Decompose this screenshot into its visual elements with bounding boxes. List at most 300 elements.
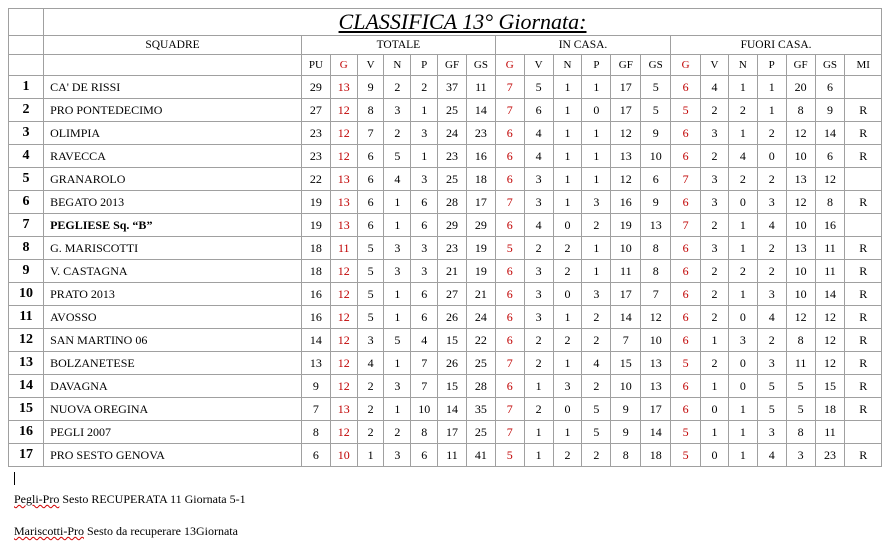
away-v-cell: 2 — [701, 99, 729, 122]
tot-gs-cell: 29 — [466, 214, 495, 237]
home-gs-cell: 9 — [641, 122, 671, 145]
team-name-cell: GRANAROLO — [44, 168, 302, 191]
away-gs-cell: 12 — [815, 329, 845, 352]
away-n-cell: 0 — [728, 191, 757, 214]
col-header-home-v: V — [524, 55, 553, 76]
rank-cell: 13 — [9, 352, 44, 375]
team-name-cell: NUOVA OREGINA — [44, 398, 302, 421]
table-row — [9, 283, 882, 306]
tot-gf-cell: 26 — [438, 306, 467, 329]
home-g-cell: 6 — [495, 145, 524, 168]
points-cell: 16 — [301, 283, 330, 306]
mi-cell: R — [845, 306, 882, 329]
away-gs-cell: 23 — [815, 444, 845, 467]
away-p-cell: 4 — [757, 306, 786, 329]
col-header-home-n: N — [553, 55, 582, 76]
col-header-home-gs: GS — [641, 55, 671, 76]
away-v-cell: 1 — [701, 375, 729, 398]
home-g-cell: 6 — [495, 329, 524, 352]
away-p-cell: 0 — [757, 145, 786, 168]
away-g-cell: 6 — [671, 145, 701, 168]
home-gs-cell: 6 — [641, 168, 671, 191]
home-g-cell: 6 — [495, 122, 524, 145]
home-gf-cell: 17 — [611, 283, 641, 306]
home-g-cell: 6 — [495, 375, 524, 398]
away-gf-cell: 20 — [786, 76, 815, 99]
away-n-cell: 1 — [728, 214, 757, 237]
home-p-cell: 1 — [582, 76, 611, 99]
home-g-cell: 6 — [495, 306, 524, 329]
tot-g-cell: 12 — [330, 283, 357, 306]
table-row — [9, 145, 882, 168]
points-cell: 18 — [301, 237, 330, 260]
away-g-cell: 5 — [671, 444, 701, 467]
tot-n-cell: 1 — [384, 352, 411, 375]
points-cell: 19 — [301, 191, 330, 214]
mi-cell: R — [845, 329, 882, 352]
col-header-away-n: N — [728, 55, 757, 76]
home-gf-cell: 19 — [611, 214, 641, 237]
away-p-cell: 2 — [757, 329, 786, 352]
away-p-cell: 4 — [757, 214, 786, 237]
points-cell: 23 — [301, 122, 330, 145]
mi-cell: R — [845, 122, 882, 145]
away-v-cell: 0 — [701, 398, 729, 421]
tot-gs-cell: 25 — [466, 352, 495, 375]
table-row — [9, 329, 882, 352]
away-p-cell: 2 — [757, 237, 786, 260]
table-row — [9, 122, 882, 145]
away-g-cell: 6 — [671, 306, 701, 329]
away-gf-cell: 10 — [786, 260, 815, 283]
section-teams: SQUADRE — [44, 36, 302, 55]
home-g-cell: 7 — [495, 76, 524, 99]
away-n-cell: 1 — [728, 76, 757, 99]
away-gf-cell: 11 — [786, 352, 815, 375]
team-name-cell: PRO PONTEDECIMO — [44, 99, 302, 122]
tot-v-cell: 9 — [357, 76, 384, 99]
home-v-cell: 4 — [524, 145, 553, 168]
home-g-cell: 5 — [495, 237, 524, 260]
away-v-cell: 2 — [701, 352, 729, 375]
home-g-cell: 6 — [495, 168, 524, 191]
mi-cell — [845, 421, 882, 444]
column-header-row — [9, 55, 882, 76]
rank-cell: 10 — [9, 283, 44, 306]
tot-g-cell: 11 — [330, 237, 357, 260]
home-n-cell: 2 — [553, 444, 582, 467]
home-p-cell: 5 — [582, 398, 611, 421]
table-row — [9, 191, 882, 214]
home-p-cell: 3 — [582, 283, 611, 306]
away-v-cell: 3 — [701, 168, 729, 191]
table-row — [9, 398, 882, 421]
table-row — [9, 214, 882, 237]
tot-p-cell: 8 — [411, 421, 438, 444]
tot-n-cell: 3 — [384, 99, 411, 122]
home-gs-cell: 17 — [641, 398, 671, 421]
home-v-cell: 1 — [524, 444, 553, 467]
home-gf-cell: 12 — [611, 168, 641, 191]
rank-cell: 1 — [9, 76, 44, 99]
home-p-cell: 5 — [582, 421, 611, 444]
away-n-cell: 4 — [728, 145, 757, 168]
tot-n-cell: 3 — [384, 237, 411, 260]
home-gs-cell: 5 — [641, 76, 671, 99]
note-text: Sesto RECUPERATA 11 Giornata 5-1 — [59, 492, 246, 506]
section-total: TOTALE — [301, 36, 495, 55]
home-n-cell: 3 — [553, 375, 582, 398]
away-g-cell: 5 — [671, 352, 701, 375]
tot-n-cell: 1 — [384, 191, 411, 214]
away-gf-cell: 8 — [786, 329, 815, 352]
home-v-cell: 1 — [524, 375, 553, 398]
away-n-cell: 0 — [728, 306, 757, 329]
away-v-cell: 0 — [701, 444, 729, 467]
tot-gf-cell: 25 — [438, 99, 467, 122]
home-n-cell: 0 — [553, 398, 582, 421]
away-p-cell: 1 — [757, 76, 786, 99]
away-gs-cell: 11 — [815, 260, 845, 283]
tot-gs-cell: 25 — [466, 421, 495, 444]
away-g-cell: 6 — [671, 329, 701, 352]
home-n-cell: 2 — [553, 329, 582, 352]
home-gs-cell: 13 — [641, 375, 671, 398]
rank-cell: 8 — [9, 237, 44, 260]
points-cell: 27 — [301, 99, 330, 122]
table-row — [9, 444, 882, 467]
home-gf-cell: 13 — [611, 145, 641, 168]
away-g-cell: 6 — [671, 283, 701, 306]
col-header-gf: GF — [438, 55, 467, 76]
note-spellmark: Pegli-Pro — [14, 492, 60, 506]
home-p-cell: 1 — [582, 168, 611, 191]
away-p-cell: 1 — [757, 99, 786, 122]
tot-v-cell: 6 — [357, 168, 384, 191]
tot-gf-cell: 15 — [438, 329, 467, 352]
home-gs-cell: 10 — [641, 329, 671, 352]
tot-gs-cell: 24 — [466, 306, 495, 329]
home-v-cell: 1 — [524, 421, 553, 444]
table-row — [9, 306, 882, 329]
home-n-cell: 1 — [553, 76, 582, 99]
table-row — [9, 375, 882, 398]
away-gs-cell: 6 — [815, 145, 845, 168]
team-name-cell: PEGLIESE Sq. “B” — [44, 214, 302, 237]
team-name-cell: BEGATO 2013 — [44, 191, 302, 214]
tot-p-cell: 10 — [411, 398, 438, 421]
col-header-pu: PU — [301, 55, 330, 76]
team-name-cell: PRATO 2013 — [44, 283, 302, 306]
col-header-gs: GS — [466, 55, 495, 76]
team-name-cell: PRO SESTO GENOVA — [44, 444, 302, 467]
section-away: FUORI CASA. — [671, 36, 882, 55]
points-cell: 16 — [301, 306, 330, 329]
rank-cell: 17 — [9, 444, 44, 467]
tot-g-cell: 13 — [330, 191, 357, 214]
tot-g-cell: 12 — [330, 122, 357, 145]
rank-cell: 4 — [9, 145, 44, 168]
home-gf-cell: 15 — [611, 352, 641, 375]
home-gf-cell: 14 — [611, 306, 641, 329]
away-v-cell: 2 — [701, 260, 729, 283]
away-n-cell: 0 — [728, 352, 757, 375]
tot-n-cell: 4 — [384, 168, 411, 191]
mi-cell — [845, 214, 882, 237]
away-gf-cell: 12 — [786, 306, 815, 329]
home-v-cell: 5 — [524, 76, 553, 99]
away-gf-cell: 13 — [786, 237, 815, 260]
home-gs-cell: 8 — [641, 260, 671, 283]
home-n-cell: 1 — [553, 99, 582, 122]
tot-v-cell: 7 — [357, 122, 384, 145]
away-g-cell: 6 — [671, 191, 701, 214]
away-gf-cell: 5 — [786, 375, 815, 398]
team-name-cell: OLIMPIA — [44, 122, 302, 145]
tot-v-cell: 5 — [357, 237, 384, 260]
away-gs-cell: 15 — [815, 375, 845, 398]
away-n-cell: 1 — [728, 444, 757, 467]
away-v-cell: 1 — [701, 329, 729, 352]
away-p-cell: 5 — [757, 398, 786, 421]
points-cell: 7 — [301, 398, 330, 421]
home-gf-cell: 17 — [611, 99, 641, 122]
tot-v-cell: 2 — [357, 398, 384, 421]
home-v-cell: 2 — [524, 329, 553, 352]
away-g-cell: 5 — [671, 421, 701, 444]
home-gf-cell: 9 — [611, 398, 641, 421]
away-gf-cell: 8 — [786, 421, 815, 444]
tot-v-cell: 3 — [357, 329, 384, 352]
tot-gf-cell: 37 — [438, 76, 467, 99]
tot-n-cell: 1 — [384, 306, 411, 329]
tot-p-cell: 2 — [411, 76, 438, 99]
home-v-cell: 3 — [524, 191, 553, 214]
col-header-mi: MI — [845, 55, 882, 76]
home-g-cell: 7 — [495, 99, 524, 122]
away-g-cell: 5 — [671, 99, 701, 122]
text-cursor — [14, 472, 15, 485]
away-v-cell: 3 — [701, 122, 729, 145]
away-gs-cell: 11 — [815, 421, 845, 444]
away-gs-cell: 12 — [815, 306, 845, 329]
table-row — [9, 352, 882, 375]
tot-g-cell: 13 — [330, 76, 357, 99]
mi-cell — [845, 76, 882, 99]
home-n-cell: 2 — [553, 260, 582, 283]
points-cell: 9 — [301, 375, 330, 398]
tot-p-cell: 3 — [411, 237, 438, 260]
away-gf-cell: 8 — [786, 99, 815, 122]
home-v-cell: 2 — [524, 237, 553, 260]
away-gs-cell: 16 — [815, 214, 845, 237]
tot-p-cell: 7 — [411, 352, 438, 375]
home-n-cell: 1 — [553, 306, 582, 329]
home-p-cell: 1 — [582, 145, 611, 168]
home-gs-cell: 10 — [641, 145, 671, 168]
home-v-cell: 3 — [524, 283, 553, 306]
tot-gf-cell: 14 — [438, 398, 467, 421]
home-gs-cell: 18 — [641, 444, 671, 467]
away-g-cell: 6 — [671, 398, 701, 421]
home-gf-cell: 10 — [611, 375, 641, 398]
tot-g-cell: 12 — [330, 352, 357, 375]
tot-g-cell: 12 — [330, 99, 357, 122]
tot-g-cell: 12 — [330, 260, 357, 283]
away-v-cell: 2 — [701, 145, 729, 168]
tot-gs-cell: 28 — [466, 375, 495, 398]
away-p-cell: 4 — [757, 444, 786, 467]
points-cell: 18 — [301, 260, 330, 283]
home-gf-cell: 17 — [611, 76, 641, 99]
home-p-cell: 2 — [582, 329, 611, 352]
home-gs-cell: 12 — [641, 306, 671, 329]
home-p-cell: 1 — [582, 237, 611, 260]
home-g-cell: 7 — [495, 398, 524, 421]
tot-p-cell: 1 — [411, 99, 438, 122]
away-gs-cell: 9 — [815, 99, 845, 122]
tot-gf-cell: 17 — [438, 421, 467, 444]
rank-cell: 9 — [9, 260, 44, 283]
away-n-cell: 2 — [728, 168, 757, 191]
home-n-cell: 1 — [553, 191, 582, 214]
col-header-v: V — [357, 55, 384, 76]
away-n-cell: 1 — [728, 283, 757, 306]
tot-v-cell: 8 — [357, 99, 384, 122]
tot-n-cell: 2 — [384, 421, 411, 444]
rank-cell: 14 — [9, 375, 44, 398]
away-gf-cell: 10 — [786, 283, 815, 306]
col-header-home-p: P — [582, 55, 611, 76]
mi-cell: R — [845, 99, 882, 122]
rank-cell: 11 — [9, 306, 44, 329]
col-header-p: P — [411, 55, 438, 76]
tot-v-cell: 5 — [357, 306, 384, 329]
tot-gf-cell: 29 — [438, 214, 467, 237]
home-v-cell: 3 — [524, 306, 553, 329]
home-n-cell: 1 — [553, 421, 582, 444]
home-n-cell: 1 — [553, 168, 582, 191]
tot-v-cell: 2 — [357, 421, 384, 444]
tot-p-cell: 1 — [411, 145, 438, 168]
tot-v-cell: 6 — [357, 214, 384, 237]
page-title: CLASSIFICA 13° Giornata: — [338, 9, 587, 34]
tot-g-cell: 12 — [330, 421, 357, 444]
rank-cell: 16 — [9, 421, 44, 444]
tot-g-cell: 12 — [330, 375, 357, 398]
away-p-cell: 2 — [757, 168, 786, 191]
mi-cell: R — [845, 237, 882, 260]
section-header-row — [9, 36, 882, 55]
tot-g-cell: 13 — [330, 214, 357, 237]
tot-g-cell: 13 — [330, 168, 357, 191]
tot-n-cell: 1 — [384, 214, 411, 237]
tot-v-cell: 2 — [357, 375, 384, 398]
away-p-cell: 3 — [757, 352, 786, 375]
home-v-cell: 3 — [524, 168, 553, 191]
tot-gf-cell: 15 — [438, 375, 467, 398]
home-n-cell: 1 — [553, 145, 582, 168]
col-header-home-gf: GF — [611, 55, 641, 76]
away-n-cell: 2 — [728, 99, 757, 122]
away-g-cell: 6 — [671, 260, 701, 283]
tot-p-cell: 3 — [411, 260, 438, 283]
tot-gs-cell: 23 — [466, 122, 495, 145]
table-row — [9, 168, 882, 191]
note-recovered-match — [14, 492, 246, 507]
away-v-cell: 2 — [701, 283, 729, 306]
home-v-cell: 2 — [524, 352, 553, 375]
tot-n-cell: 5 — [384, 145, 411, 168]
away-gf-cell: 3 — [786, 444, 815, 467]
away-g-cell: 7 — [671, 168, 701, 191]
col-header-n: N — [384, 55, 411, 76]
home-g-cell: 6 — [495, 214, 524, 237]
section-home: IN CASA. — [495, 36, 670, 55]
away-p-cell: 2 — [757, 122, 786, 145]
tot-gf-cell: 25 — [438, 168, 467, 191]
home-gf-cell: 11 — [611, 260, 641, 283]
away-gs-cell: 14 — [815, 122, 845, 145]
team-name-cell: SAN MARTINO 06 — [44, 329, 302, 352]
home-p-cell: 0 — [582, 99, 611, 122]
home-p-cell: 3 — [582, 191, 611, 214]
away-v-cell: 3 — [701, 237, 729, 260]
home-p-cell: 1 — [582, 260, 611, 283]
away-v-cell: 3 — [701, 191, 729, 214]
away-p-cell: 3 — [757, 283, 786, 306]
away-gs-cell: 12 — [815, 168, 845, 191]
team-header-blank — [44, 55, 302, 76]
home-v-cell: 4 — [524, 214, 553, 237]
away-n-cell: 1 — [728, 421, 757, 444]
tot-gf-cell: 28 — [438, 191, 467, 214]
tot-p-cell: 3 — [411, 168, 438, 191]
points-cell: 29 — [301, 76, 330, 99]
tot-gs-cell: 22 — [466, 329, 495, 352]
tot-n-cell: 2 — [384, 122, 411, 145]
away-g-cell: 7 — [671, 214, 701, 237]
home-gs-cell: 13 — [641, 352, 671, 375]
rank-cell: 2 — [9, 99, 44, 122]
corner-cell — [9, 55, 44, 76]
home-p-cell: 2 — [582, 375, 611, 398]
home-g-cell: 6 — [495, 260, 524, 283]
team-name-cell: V. CASTAGNA — [44, 260, 302, 283]
home-g-cell: 7 — [495, 191, 524, 214]
points-cell: 13 — [301, 352, 330, 375]
tot-gs-cell: 41 — [466, 444, 495, 467]
team-name-cell: G. MARISCOTTI — [44, 237, 302, 260]
table-row — [9, 99, 882, 122]
team-name-cell: DAVAGNA — [44, 375, 302, 398]
tot-v-cell: 4 — [357, 352, 384, 375]
team-name-cell: RAVECCA — [44, 145, 302, 168]
home-v-cell: 6 — [524, 99, 553, 122]
tot-n-cell: 3 — [384, 375, 411, 398]
team-name-cell: AVOSSO — [44, 306, 302, 329]
away-n-cell: 1 — [728, 237, 757, 260]
col-header-away-gf: GF — [786, 55, 815, 76]
points-cell: 22 — [301, 168, 330, 191]
tot-g-cell: 12 — [330, 306, 357, 329]
table-row — [9, 237, 882, 260]
away-p-cell: 5 — [757, 375, 786, 398]
home-v-cell: 3 — [524, 260, 553, 283]
home-gf-cell: 10 — [611, 237, 641, 260]
away-v-cell: 1 — [701, 421, 729, 444]
title-cell — [44, 9, 882, 36]
